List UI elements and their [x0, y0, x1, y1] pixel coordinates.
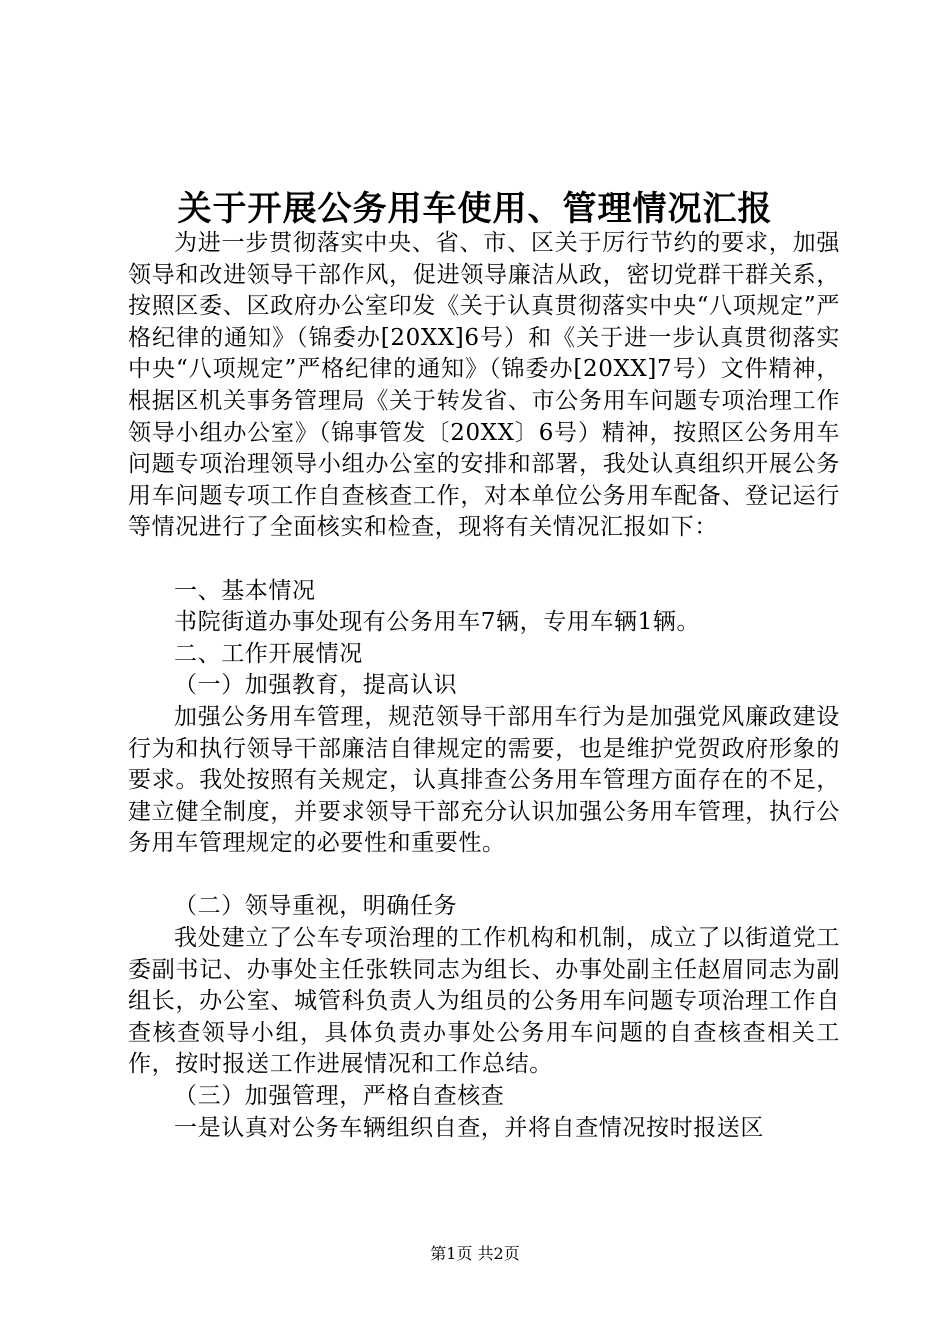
paragraph-spacer [128, 544, 840, 576]
paragraph-spacer [128, 860, 840, 892]
subsection1-paragraph: 加强公务用车管理，规范领导干部用车行为是加强党风廉政建设行为和执行领导干部廉洁自律规定的需要，也是维护党贺政府形象的要求。我处按照有关规定，认真排查公务用车管理方面存在的不足，建立健全制度，并要求领导干部充分认识加强公务用车管理，执行公务用车管理规定的必要性和重要性。 [128, 703, 840, 857]
document-body [128, 228, 840, 1144]
subsection2-heading: （二）领导重视，明确任务 [174, 893, 458, 920]
document-title: 关于开展公务用车使用、管理情况汇报 [177, 189, 773, 229]
intro-paragraph: 为进一步贯彻落实中央、省、市、区关于厉行节约的要求，加强领导和改进领导干部作风，促进领导廉洁从政，密切党群干群关系，按照区委、区政府办公室印发《关于认真贯彻落实中央“八项规定”严格纪律的通知》（锦委办[20XX]6号）和《关于进一步认真贯彻落实中央“八项规定”严格纪律的通知》（锦委办[20XX]7号）文件精神，根据区机关事务管理局《关于转发省、市公务用车问题专项治理工作领导小组办公室》（锦事管发〔20XX〕6号）精神，按照区公务用车问题专项治理领导小组办公室的安排和部署，我处认真组织开展公务用车问题专项工作自查核查工作，对本单位公务用车配备、登记运行等情况进行了全面核实和检查，现将有关情况汇报如下： [128, 230, 840, 541]
page-footer: 第1页 共2页 [430, 1244, 520, 1263]
subsection3-paragraph: 一是认真对公务车辆组织自查，并将自查情况按时报送区 [174, 1114, 764, 1141]
subsection3-heading: （三）加强管理，严格自查核查 [174, 1083, 505, 1110]
section1-heading: 一、基本情况 [174, 577, 316, 604]
section1-paragraph: 书院街道办事处现有公务用车7辆，专用车辆1辆。 [174, 609, 701, 636]
subsection1-heading: （一）加强教育，提高认识 [174, 672, 458, 699]
section2-heading: 二、工作开展情况 [174, 640, 363, 667]
subsection2-paragraph: 我处建立了公车专项治理的工作机构和机制，成立了以街道党工委副书记、办事处主任张轶同志为组长、办事处副主任赵眉同志为副组长，办公室、城管科负责人为组员的公务用车问题专项治理工作自查核查领导小组，具体负责办事处公务用车问题的自查核查相关工作，按时报送工作进展情况和工作总结。 [128, 925, 840, 1078]
